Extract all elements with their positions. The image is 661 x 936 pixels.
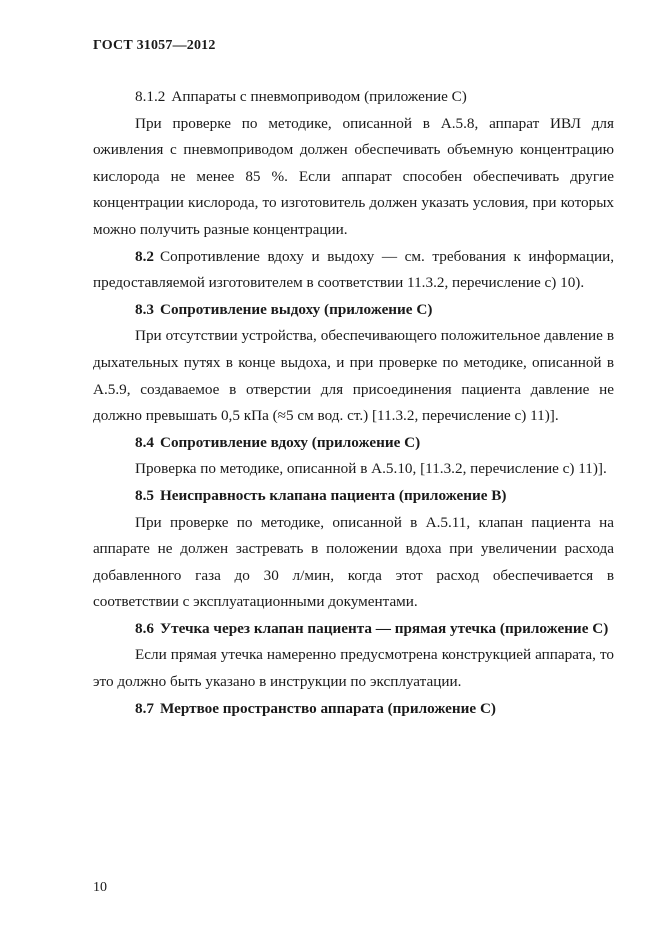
section-8-6-heading — [93, 616, 614, 643]
section-8-5-body: При проверке по методике, описанной в А.5.11, клапан пациента на аппарате не должен застревать в положении вдоха при увеличении расхода добавленного газа до 30 л/мин, когда этот расход обеспечивается в соответствии с эксплуатационными документами. — [93, 513, 614, 611]
section-number: 8.3 — [135, 300, 154, 318]
section-number: 8.4 — [135, 433, 154, 451]
section-8-4-body: Проверка по методике, описанной в А.5.10, [11.3.2, перечисление c) 11)]. — [135, 460, 607, 478]
section-8-1-2-body: При проверке по методике, описанной в А.5.8, аппарат ИВЛ для оживления с пневмоприводом должен обеспечивать объемную концентрацию кислорода не менее 85 %. Если аппарат способен обеспечивать другие концентрации кислорода, то изготовитель должен указать условия, при которых можно получить разные концентрации. — [93, 114, 614, 238]
page-number: 10 — [93, 880, 107, 895]
section-8-6-body: Если прямая утечка намеренно предусмотрена конструкцией аппарата, то это должно быть указано в инструкции по эксплуатации. — [93, 646, 614, 691]
section-title: Неисправность клапана пациента (приложение B) — [159, 486, 507, 504]
section-number: 8.6 — [135, 619, 154, 637]
document-body — [93, 84, 614, 722]
section-8-5-heading — [93, 483, 614, 510]
section-8-3-body: При отсутствии устройства, обеспечивающего положительное давление в дыхательных путях в конце выдоха, и при проверке по методике, описанной в А.5.9, создаваемое в отверстии для присоединения пациента давление не должно превышать 0,5 кПа (≈5 см вод. ст.) [11.3.2, перечисление c) 11)]. — [93, 327, 614, 425]
section-number: 8.2 — [135, 247, 154, 265]
section-8-4-heading — [93, 430, 614, 457]
section-text: Сопротивление вдоху и выдоху — см. требования к информации, предоставляемой изготовителем в соответствии 11.3.2, перечисление c) 10). — [93, 247, 614, 292]
section-title: Утечка через клапан пациента — прямая утечка (приложение C) — [159, 619, 609, 637]
section-8-2-paragraph — [93, 244, 614, 297]
section-8-1-2-heading — [93, 84, 614, 111]
section-title: Сопротивление вдоху (приложение C) — [159, 433, 421, 451]
section-number: 8.1.2 — [135, 88, 166, 105]
section-number: 8.5 — [135, 486, 154, 504]
section-title: Аппараты с пневмоприводом (приложение C) — [171, 88, 467, 105]
standard-header: ГОСТ 31057—2012 — [93, 38, 216, 53]
section-8-3-heading — [93, 297, 614, 324]
section-title: Сопротивление выдоху (приложение C) — [159, 300, 433, 318]
section-8-7-heading — [93, 696, 614, 723]
section-title: Мертвое пространство аппарата (приложение C) — [159, 699, 496, 717]
section-number: 8.7 — [135, 699, 154, 717]
